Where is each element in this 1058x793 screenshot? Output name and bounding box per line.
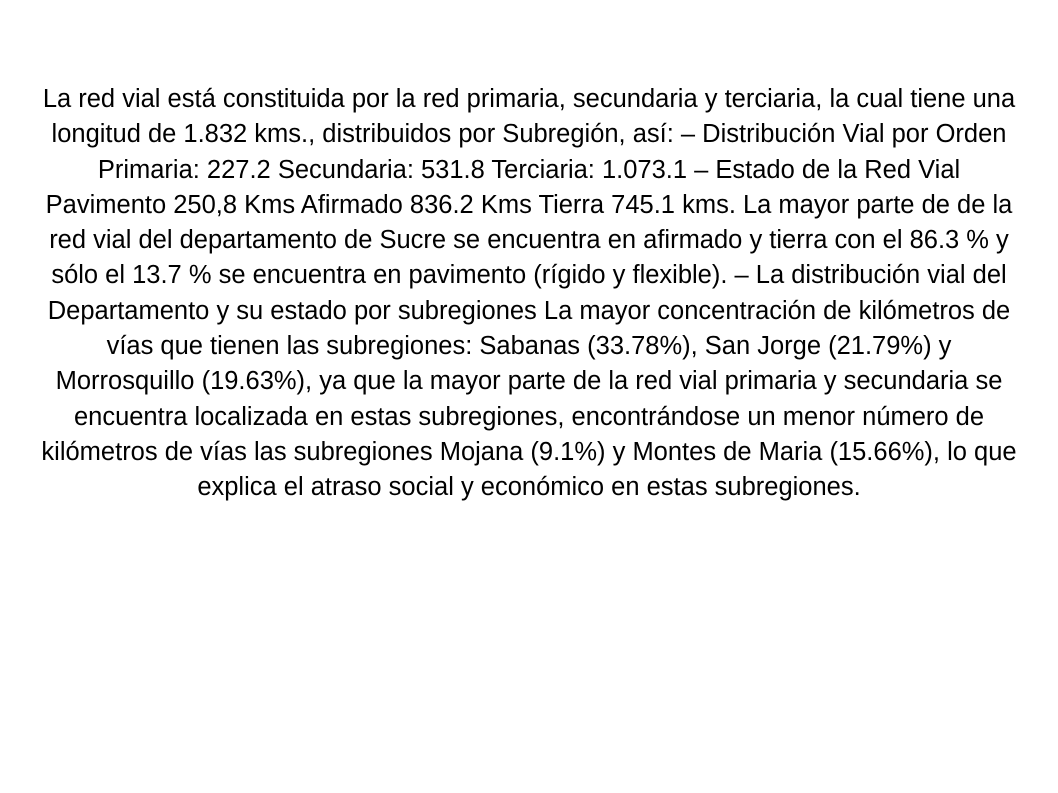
- slide-body-text: La red vial está constituida por la red primaria, secundaria y terciaria, la cual tiene una longitud de 1.832 kms., distribuidos por Subregión, así: – Distribución Vial por Orden Primaria: 227.2 Secundaria: 531.8 Terciaria: 1.073.1 – Estado de la Red Vial Pavimento 250,8 Kms Afirmado 836.2 Kms Tierra 745.1 kms. La mayor parte de de la red vial del departamento de Sucre se encuentra en afirmado y tierra con el 86.3 % y sólo el 13.7 % se encuentra en pavimento (rígido y flexible). – La distribución vial del Departamento y su estado por subregiones La mayor concentración de kilómetros de vías que tienen las subregiones: Sabanas (33.78%), San Jorge (21.79%) y Morrosquillo (19.63%), ya que la mayor parte de la red vial primaria y secundaria se encuentra localizada en estas subregiones, encontrándose un menor número de kilómetros de vías las subregiones Mojana (9.1%) y Montes de Maria (15.66%), lo que explica el atraso social y económico en estas subregiones.: [41, 85, 1017, 502]
